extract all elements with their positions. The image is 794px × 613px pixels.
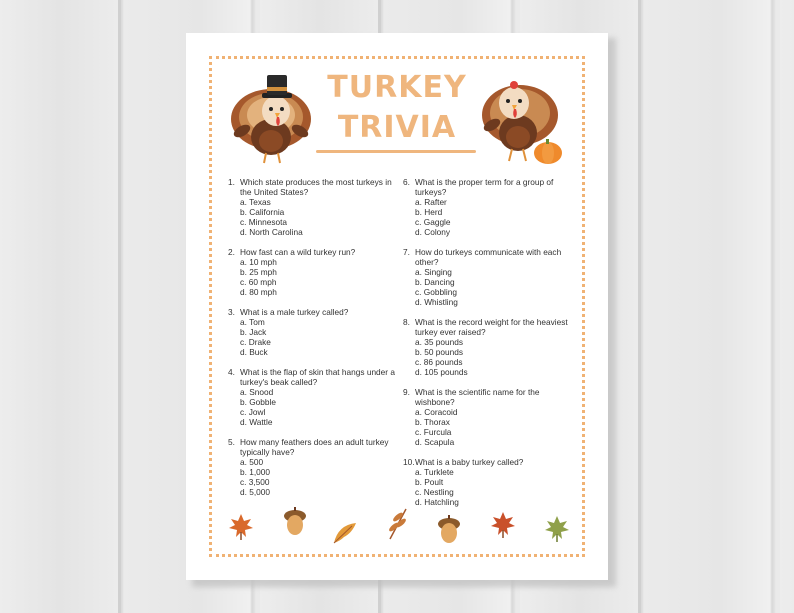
question-number: 2. [228,247,235,257]
answer-option: d. Scapula [415,437,455,447]
answer-option: b. Gobble [240,397,276,407]
answer-option: c. Furcula [415,427,452,437]
answer-option: b. Herd [415,207,443,217]
question-text: What is a baby turkey called? [415,457,524,467]
questions-right-column [403,177,573,517]
trivia-sheet [186,33,608,580]
answer-option: d. Whistling [415,297,458,307]
maple-leaf-icon [542,513,572,543]
answer-option: d. Hatchling [415,497,459,507]
answer-option: a. 500 [240,457,264,467]
question-item [228,307,398,357]
question-text: What is a male turkey called? [240,307,349,317]
question-text: Which state produces the most turkeys in the United States? [240,177,392,197]
question-item [403,247,573,307]
answer-option: b. Jack [240,327,267,337]
answer-option: a. Singing [415,267,452,277]
answer-option: c. Nestling [415,487,454,497]
answer-option: c. Jowl [240,407,266,417]
answer-option: d. Buck [240,347,268,357]
question-text: What is the proper term for a group of turkeys? [415,177,554,197]
question-text: How do turkeys communicate with each other? [415,247,562,267]
answer-option: c. 3,500 [240,477,270,487]
answer-option: b. Poult [415,477,444,487]
answer-option: b. Dancing [415,277,455,287]
answer-option: c. Gaggle [415,217,451,227]
answer-option: a. Tom [240,317,265,327]
question-item [403,177,573,237]
answer-option: d. Colony [415,227,451,237]
title-line1: TURKEY [327,70,467,105]
question-text: What is the scientific name for the wishbone? [415,387,540,407]
question-number: 5. [228,437,235,447]
question-number: 1. [228,177,235,187]
answer-option: a. 35 pounds [415,337,463,347]
answer-option: b. Thorax [415,417,450,427]
maple-leaf-icon [226,511,256,541]
answer-option: d. 80 mph [240,287,277,297]
oak-leaf-icon [330,519,360,547]
question-item [228,247,398,297]
acorn-icon [436,513,462,545]
answer-option: b. 1,000 [240,467,270,477]
question-text: What is the record weight for the heaviest turkey ever raised? [415,317,568,337]
answer-option: b. California [240,207,285,217]
plank-seam [638,0,641,613]
answer-option: a. Texas [240,197,271,207]
question-text: What is the flap of skin that hangs under a turkey's beak called? [240,367,395,387]
answer-option: a. Rafter [415,197,447,207]
answer-option: c. Gobbling [415,287,457,297]
answer-option: d. Wattle [240,417,273,427]
answer-option: b. 25 mph [240,267,277,277]
answer-option: a. Coracoid [415,407,458,417]
title-underline [316,150,476,153]
question-number: 4. [228,367,235,377]
question-number: 7. [403,247,410,257]
question-number: 6. [403,177,410,187]
question-number: 3. [228,307,235,317]
answer-option: a. Turklete [415,467,454,477]
answer-option: a. Snood [240,387,274,397]
questions-left-column [228,177,398,507]
plank-seam [118,0,121,613]
turkey-pumpkin-icon [476,69,566,167]
question-item [228,177,398,237]
maple-leaf-icon [488,509,518,539]
answer-option: a. 10 mph [240,257,277,267]
title-line2: TRIVIA [337,110,457,145]
question-item [228,367,398,427]
question-text: How fast can a wild turkey run? [240,247,356,257]
answer-option: d. 5,000 [240,487,270,497]
question-number: 10. [403,457,415,467]
question-item [403,387,573,447]
question-text: How many feathers does an adult turkey typically have? [240,437,389,457]
answer-option: b. 50 pounds [415,347,463,357]
fern-leaf-icon [384,507,412,541]
acorn-icon [282,505,308,537]
question-number: 9. [403,387,410,397]
answer-option: c. 86 pounds [415,357,463,367]
question-item [403,317,573,377]
question-number: 8. [403,317,410,327]
question-item [403,457,573,507]
answer-option: d. 105 pounds [415,367,468,377]
answer-option: c. Minnesota [240,217,288,227]
answer-option: d. North Carolina [240,227,303,237]
answer-option: c. Drake [240,337,271,347]
question-item [228,437,398,497]
answer-option: c. 60 mph [240,277,277,287]
